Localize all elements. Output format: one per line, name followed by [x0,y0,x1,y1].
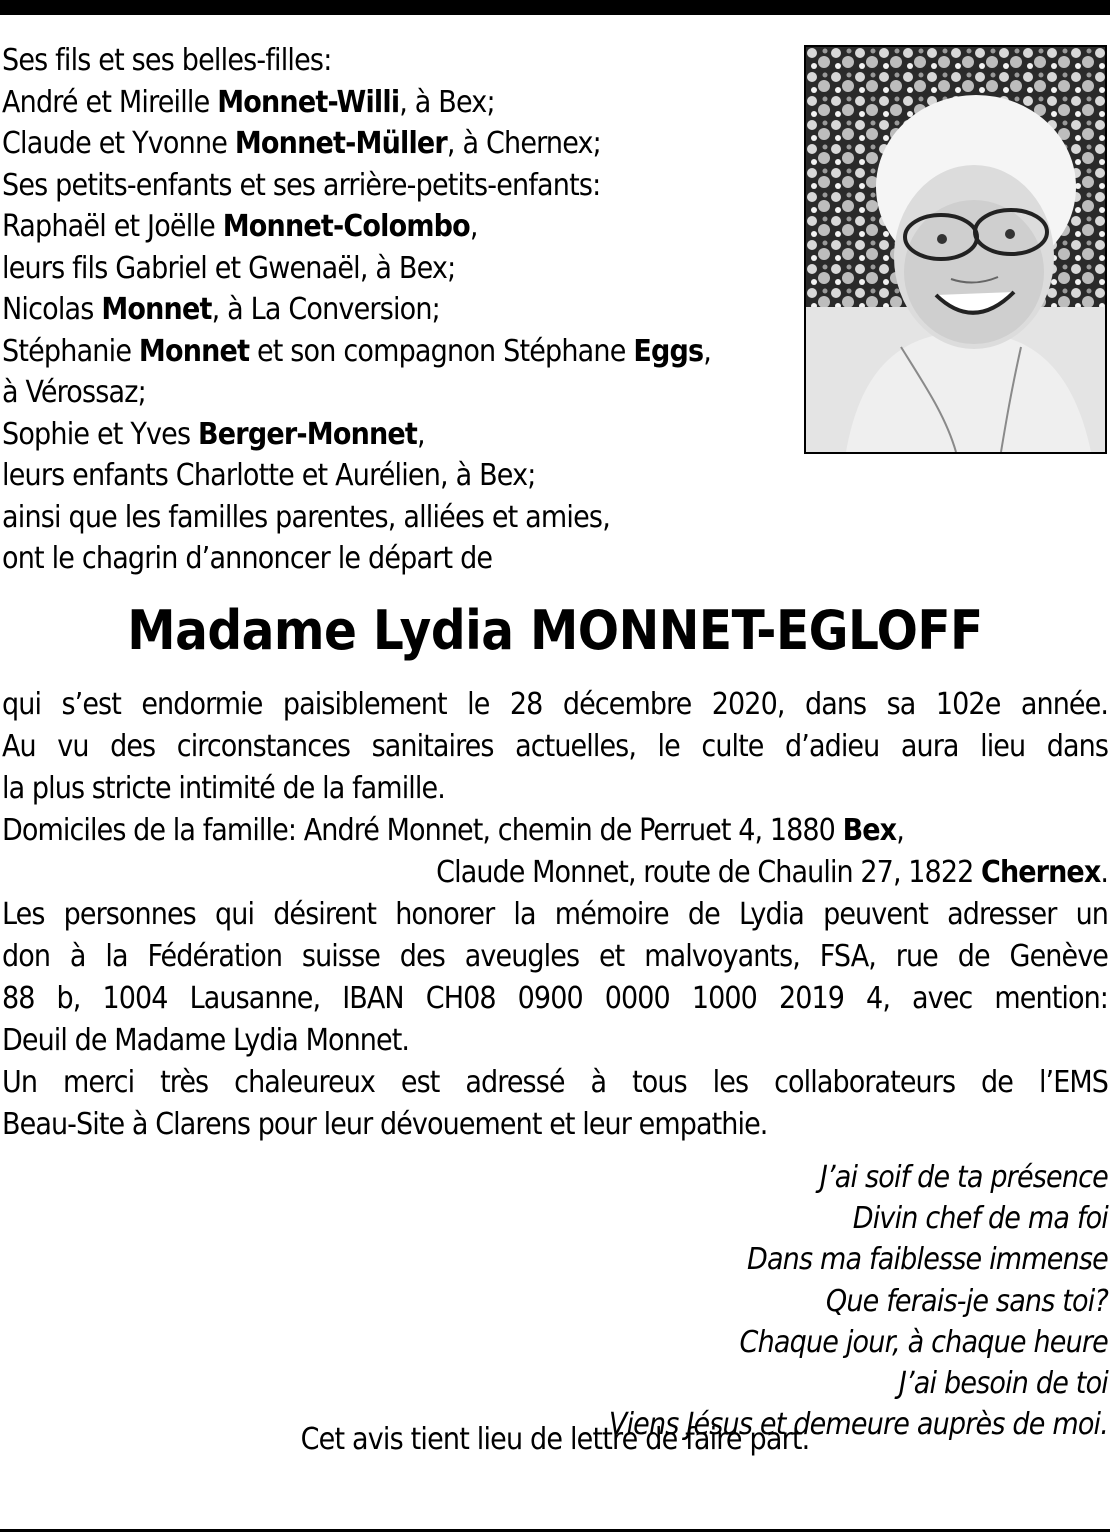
text: et son compagnon Stéphane [249,333,634,369]
text: Un merci très chaleureux est adressé à tous les collaborateurs de l’EMS [2,1065,1108,1100]
family-surname: Eggs [633,333,704,369]
text: , à Bex; [399,84,495,120]
portrait-image [806,47,1105,452]
family-line [2,455,802,497]
text: , [417,416,425,452]
text: . [1100,855,1108,890]
family-line [2,289,802,331]
family-line [2,331,802,373]
family-line [2,372,802,414]
text: leurs enfants Charlotte et Aurélien, à Bex; [2,458,536,493]
family-surname: Berger-Monnet [198,416,418,452]
text: André et Mireille [2,84,218,120]
text: Ses fils et ses belles-filles: [2,43,332,78]
text-line [2,726,1108,768]
family-line [2,123,802,165]
text: 88 b, 1004 Lausanne, IBAN CH08 0900 0000 1000 2019 4, avec mention: [2,981,1108,1016]
text: , à Chernex; [446,126,601,161]
text-line [2,1020,1108,1062]
text-line [2,852,1108,894]
locality: Bex [842,813,897,848]
text: Beau-Site à Clarens pour leur dévouement et leur empathie. [2,1107,768,1142]
text: leurs fils Gabriel et Gwenaël, à Bex; [2,250,456,286]
family-surname: Monnet-Willi [217,84,400,120]
poem-line: Divin chef de ma foi [852,1201,1108,1237]
text: Nicolas [2,292,102,327]
family-surname: Monnet-Colombo [222,209,470,244]
text: , à La Conversion; [211,292,440,327]
poem-line: Chaque jour, à chaque heure [739,1324,1108,1360]
text: Claude Monnet, route de Chaulin 27, 1822 [436,855,982,890]
text: don à la Fédération suisse des aveugles et malvoyants, FSA, rue de Genève [2,939,1108,974]
family-line [2,165,802,207]
text-line [2,1062,1108,1104]
text: qui s’est endormie paisiblement le 28 décembre 2020, dans sa 102e année. [2,687,1108,722]
family-line [2,414,802,456]
text: Ses petits-enfants et ses arrière-petits-enfants: [2,167,601,203]
text: Claude et Yvonne [2,126,235,161]
text: , [469,209,478,244]
text: , [896,813,904,848]
text-line [2,810,1108,852]
text: Sophie et Yves [2,416,199,452]
text: Les personnes qui désirent honorer la mémoire de Lydia peuvent adresser un [2,897,1108,932]
family-surname: Monnet [101,292,212,327]
text: la plus stricte intimité de la famille. [2,771,445,806]
poem-line: J’ai besoin de toi [898,1366,1108,1402]
text-line [2,768,1108,810]
family-list [2,40,802,580]
family-line [2,206,802,248]
locality: Chernex [981,855,1101,890]
top-rule [0,0,1110,15]
text: ont le chagrin d’annoncer le départ de [2,541,493,576]
text-line [2,978,1108,1020]
poem [408,1157,1108,1445]
family-line [2,248,802,290]
closing-note: Cet avis tient lieu de lettre de faire part. [300,1422,810,1457]
family-line [2,497,802,539]
text: Au vu des circonstances sanitaires actuelles, le culte d’adieu aura lieu dans [2,729,1108,764]
family-line [2,538,802,580]
family-line [2,40,802,82]
bottom-rule [0,1529,1110,1532]
portrait-photo [804,45,1107,454]
poem-line: Viens Jésus et demeure auprès de moi. [608,1407,1108,1443]
family-surname: Monnet [138,333,250,369]
text-line [2,936,1108,978]
text: , [703,333,712,369]
poem-line: J’ai soif de ta présence [819,1160,1108,1195]
text: Domiciles de la famille: André Monnet, chemin de Perruet 4, 1880 [2,813,843,848]
text-line [2,894,1108,936]
text: à Vérossaz; [2,375,146,410]
family-surname: Monnet-Müller [234,126,447,161]
text-line [2,1104,1108,1146]
poem-line: Dans ma faiblesse immense [746,1242,1108,1278]
text: Deuil de Madame Lydia Monnet. [2,1023,410,1058]
poem-line: Que ferais-je sans toi? [825,1283,1108,1319]
text: Stéphanie [2,333,139,369]
announcement-text [2,684,1108,1146]
family-line [2,82,802,124]
deceased-name: Madame Lydia MONNET-EGLOFF [127,599,983,662]
text-line [2,684,1108,726]
text: Raphaël et Joëlle [2,209,223,244]
text: ainsi que les familles parentes, alliées et amies, [2,499,610,535]
